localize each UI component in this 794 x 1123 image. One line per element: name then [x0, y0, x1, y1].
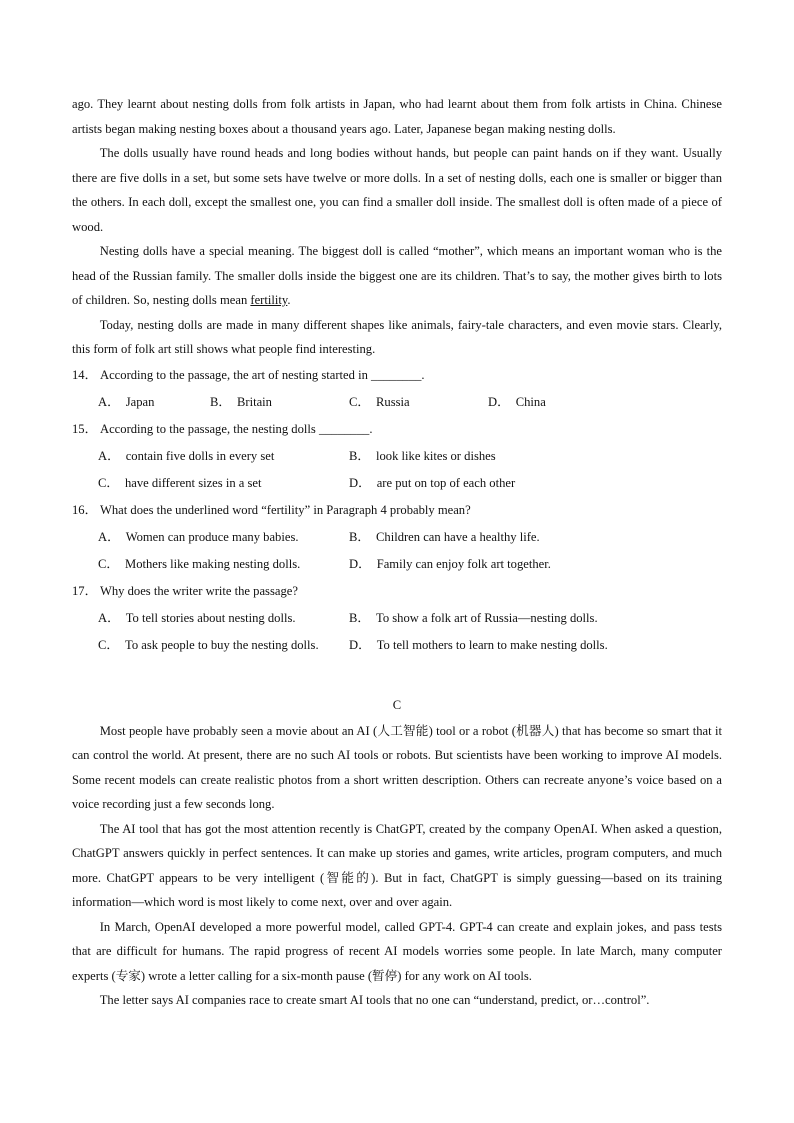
option-text: Mothers like making nesting dolls. — [125, 556, 301, 571]
passage-b-para2: The dolls usually have round heads and long bodies without hands, but people can paint hands on if they want. Usually there are five dolls in a set, but some sets have twelve or more dolls. In a set of nesting dolls, each one is smaller or bigger than the others. In each doll, except the smallest one, you can find a smaller doll inside. The smallest doll is often made of a piece of wood. — [72, 146, 722, 234]
question-text: Why does the writer write the passage? — [100, 583, 298, 598]
options-row — [72, 605, 722, 632]
options-row — [72, 389, 722, 416]
option-letter: B． — [349, 529, 370, 544]
option-text: To tell mothers to learn to make nesting dolls. — [376, 637, 608, 652]
question-text: According to the passage, the art of nesting started in ________. — [100, 367, 425, 382]
option-letter: C． — [349, 394, 370, 409]
underlined-word-fertility: fertility — [250, 293, 288, 307]
option-c[interactable] — [98, 632, 319, 659]
option-text: Britain — [237, 394, 272, 409]
option-text: To ask people to buy the nesting dolls. — [125, 637, 319, 652]
option-text: look like kites or dishes — [376, 448, 496, 463]
option-letter: D． — [488, 394, 510, 409]
para3-text: Nesting dolls have a special meaning. The biggest doll is called “mother”, which means an important woman who is the head of the Russian family. The smaller dolls inside the biggest one are its children. That’s to say, the mother gives birth to lots of children. So, nesting dolls mean — [72, 244, 722, 307]
question-number: 15． — [72, 421, 98, 436]
option-a[interactable] — [98, 524, 299, 551]
option-text: Women can produce many babies. — [125, 529, 299, 544]
options-row — [72, 524, 722, 551]
question-stem — [72, 497, 722, 524]
question-number: 16． — [72, 502, 98, 517]
section-c-para2: The AI tool that has got the most attention recently is ChatGPT, created by the company OpenAI. When asked a question, ChatGPT answers quickly in perfect sentences. It can make up stories and games, write articles, program computers, and much more. ChatGPT appears to be very intelligent (智能的). But in fact, ChatGPT is simply guessing—based on its training information—which word is most likely to come next, over and over again. — [72, 821, 722, 909]
option-b[interactable] — [349, 443, 496, 470]
option-letter: C． — [98, 556, 119, 571]
option-text: To tell stories about nesting dolls. — [125, 610, 296, 625]
option-letter: B． — [349, 610, 370, 625]
para3-end: . — [287, 293, 291, 307]
option-letter: C． — [98, 475, 119, 490]
section-heading: C — [392, 697, 402, 712]
option-text: Family can enjoy folk art together. — [376, 556, 551, 571]
option-letter: C． — [98, 637, 119, 652]
question-stem — [72, 578, 722, 605]
option-text: To show a folk art of Russia—nesting dolls. — [376, 610, 598, 625]
section-c-para4: The letter says AI companies race to create smart AI tools that no one can “understand, predict, or…control”. — [99, 993, 650, 1007]
question-14 — [72, 362, 722, 416]
question-text: According to the passage, the nesting dolls ________. — [100, 421, 373, 436]
option-d[interactable] — [349, 551, 551, 578]
option-letter: A． — [98, 529, 120, 544]
option-letter: D． — [349, 556, 371, 571]
question-number: 14． — [72, 367, 98, 382]
options-row — [72, 551, 722, 578]
option-letter: B． — [349, 448, 370, 463]
passage-b-para4: Today, nesting dolls are made in many different shapes like animals, fairy-tale characters, and even movie stars. Clearly, this form of folk art still shows what people find interesting. — [72, 317, 722, 356]
option-text: have different sizes in a set — [125, 475, 262, 490]
question-text: What does the underlined word “fertility” in Paragraph 4 probably mean? — [100, 502, 471, 517]
question-16 — [72, 497, 722, 578]
question-stem — [72, 362, 722, 389]
option-a[interactable] — [98, 443, 274, 470]
section-c-para3: In March, OpenAI developed a more powerful model, called GPT-4. GPT-4 can create and explain jokes, and pass tests that are difficult for humans. The rapid progress of recent AI models worries some people. In late March, many computer experts (专家) wrote a letter calling for a six-month pause (暂停) for any work on AI tools. — [72, 919, 722, 983]
question-17 — [72, 578, 722, 659]
option-text: Russia — [376, 394, 410, 409]
option-letter: D． — [349, 637, 371, 652]
option-c[interactable] — [349, 389, 410, 416]
option-letter: A． — [98, 448, 120, 463]
option-b[interactable] — [349, 605, 598, 632]
exam-page — [72, 92, 722, 1013]
option-b[interactable] — [210, 389, 272, 416]
question-stem — [72, 416, 722, 443]
options-row — [72, 443, 722, 470]
option-text: China — [515, 394, 546, 409]
option-letter: A． — [98, 610, 120, 625]
option-text: Children can have a healthy life. — [376, 529, 540, 544]
option-d[interactable] — [488, 389, 546, 416]
option-a[interactable] — [98, 389, 154, 416]
option-letter: A． — [98, 394, 120, 409]
options-row — [72, 632, 722, 659]
option-a[interactable] — [98, 605, 296, 632]
option-text: contain five dolls in every set — [125, 448, 275, 463]
option-text: Japan — [125, 394, 155, 409]
passage-b-para1: ago. They learnt about nesting dolls from folk artists in Japan, who had learnt about them from folk artists in China. Chinese artists began making nesting boxes about a thousand years ago. Later, Japanese began making nesting dolls. — [72, 97, 722, 136]
passage-b-para3 — [72, 239, 722, 313]
option-letter: D． — [349, 475, 371, 490]
option-c[interactable] — [98, 470, 262, 497]
question-number: 17． — [72, 583, 98, 598]
option-d[interactable] — [349, 470, 515, 497]
section-c-para1: Most people have probably seen a movie about an AI (人工智能) tool or a robot (机器人) that has become so smart that it can control the world. At present, there are no such AI tools or robots. But scientists have been working to improve AI models. Some recent models can create realistic photos from a short written description. Others can recreate anyone’s voice based on a voice recording just a few seconds long. — [72, 723, 722, 811]
option-c[interactable] — [98, 551, 300, 578]
question-15 — [72, 416, 722, 497]
options-row — [72, 470, 722, 497]
option-d[interactable] — [349, 632, 608, 659]
option-letter: B． — [210, 394, 231, 409]
option-text: are put on top of each other — [376, 475, 516, 490]
option-b[interactable] — [349, 524, 540, 551]
